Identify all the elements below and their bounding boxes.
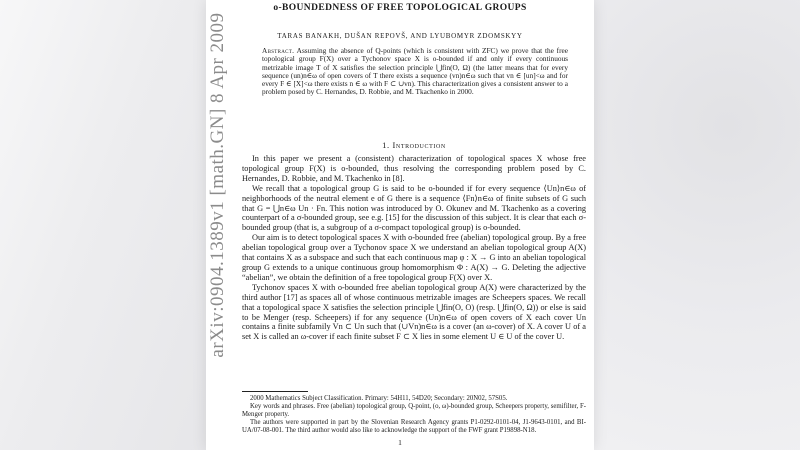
arxiv-stamp: arXiv:0904.1389v1 [math.GN] 8 Apr 2009 — [207, 12, 228, 358]
footnote-keywords: Key words and phrases. Free (abelian) topological group, Q-point, (o, ω)-bounded group, Scheepers property, semifilter, F-Menger property. — [242, 403, 586, 419]
abstract-text: Assuming the absence of Q-points (which is consistent with ZFC) we prove that the free topological group F(X) over a Tychonov space X is o-bounded if and only if every continuous metrizable image T of X satisfies the selection principle ⋃fin(O, Ω) (the latter means that for every sequence (un)n∈ω of open covers of T there exists a sequence (vn)n∈ω such that vn ∈ [un]<ω and for every F ∈ [X]<ω there exists n ∈ ω with F ⊂ ∪vn). This characterization gives a consistent answer to a problem posed by C. Hernandes, D. Robbie, and M. Tkachenko in 2000. — [262, 47, 568, 97]
paper-authors: TARAS BANAKH, DUŠAN REPOVŠ, AND LYUBOMYR ZDOMSKYY — [277, 32, 523, 40]
paragraph: We recall that a topological group G is said to be o-bounded if for every sequence ⟨Un⟩n∈ω of neighborhoods of the neutral element e of G there is a sequence ⟨Fn⟩n∈ω of finite subsets of G such that G = ⋃n∈ω Un · Fn. This notion was introduced by O. Okunev and M. Tkachenko as a covering counterpart of a σ-bounded group, see e.g. [15] for the discussion of this subject. It is clear that each σ-bounded group (that is, a subgroup of a σ-compact topological group) is o-bounded. — [242, 183, 586, 233]
footnote-msc: 2000 Mathematics Subject Classification. Primary: 54H11, 54D20; Secondary: 20N02, 57S05. — [250, 395, 508, 402]
paragraph: Our aim is to detect topological spaces X with o-bounded free (abelian) topological group. By a free abelian topological group over a Tychonov space X we understand an abelian topological group A(X) that contains X as a subspace and such that each continuous map φ : X → G into an abelian topological group G extends to a unique continuous group homomorphism Φ : A(X) → G. Deleting the adjective “abelian”, we obtain the definition of a free topological group F(X) over X. — [242, 233, 586, 282]
background-left-gradient — [0, 0, 212, 450]
abstract-block — [262, 47, 568, 97]
paragraph: In this paper we present a (consistent) characterization of topological spaces X whose free topological group F(X) is o-bounded, thus resolving the corresponding problem posed by C. Hernandes, D. Robbie, and M. Tkachenko in [8]. — [242, 154, 586, 183]
paragraph: Tychonov spaces X with o-bounded free abelian topological group A(X) were characterized by the third author [17] as spaces all of whose continuous metrizable images are Scheepers spaces. We recall that a topological space X satisfies the selection principle ⋃fin(O, O) (resp. ⋃fin(O, Ω)) or else is said to be Menger (resp. Scheepers) if for any sequence (Un)n∈ω of open covers of X each cover Un contains a finite subfamily Vn ⊂ Un such that (∪Vn)n∈ω is a cover (an ω-cover) of X. A cover U of a set X is called an ω-cover if each finite subset F ⊂ X lies in some element U ∈ U of the cover U. — [242, 282, 586, 342]
footnote-acknowledgements: The authors were supported in part by the Slovenian Research Agency grants P1-0292-0101-04, J1-9643-0101, and BI-UA/07-08-001. The third author would also like to acknowledge the support of the FWF grant P19898-N18. — [242, 419, 586, 435]
paper-page — [206, 0, 594, 450]
background-right-gradient — [594, 0, 800, 450]
page-number: 1 — [398, 438, 402, 447]
section-heading-introduction: 1. Introduction — [382, 140, 446, 150]
paper-title: o-BOUNDEDNESS OF FREE TOPOLOGICAL GROUPS — [273, 3, 527, 13]
footnote-rule — [242, 391, 308, 392]
abstract-label: Abstract. — [262, 47, 295, 55]
footnotes-block — [242, 395, 586, 435]
introduction-body — [242, 154, 586, 342]
